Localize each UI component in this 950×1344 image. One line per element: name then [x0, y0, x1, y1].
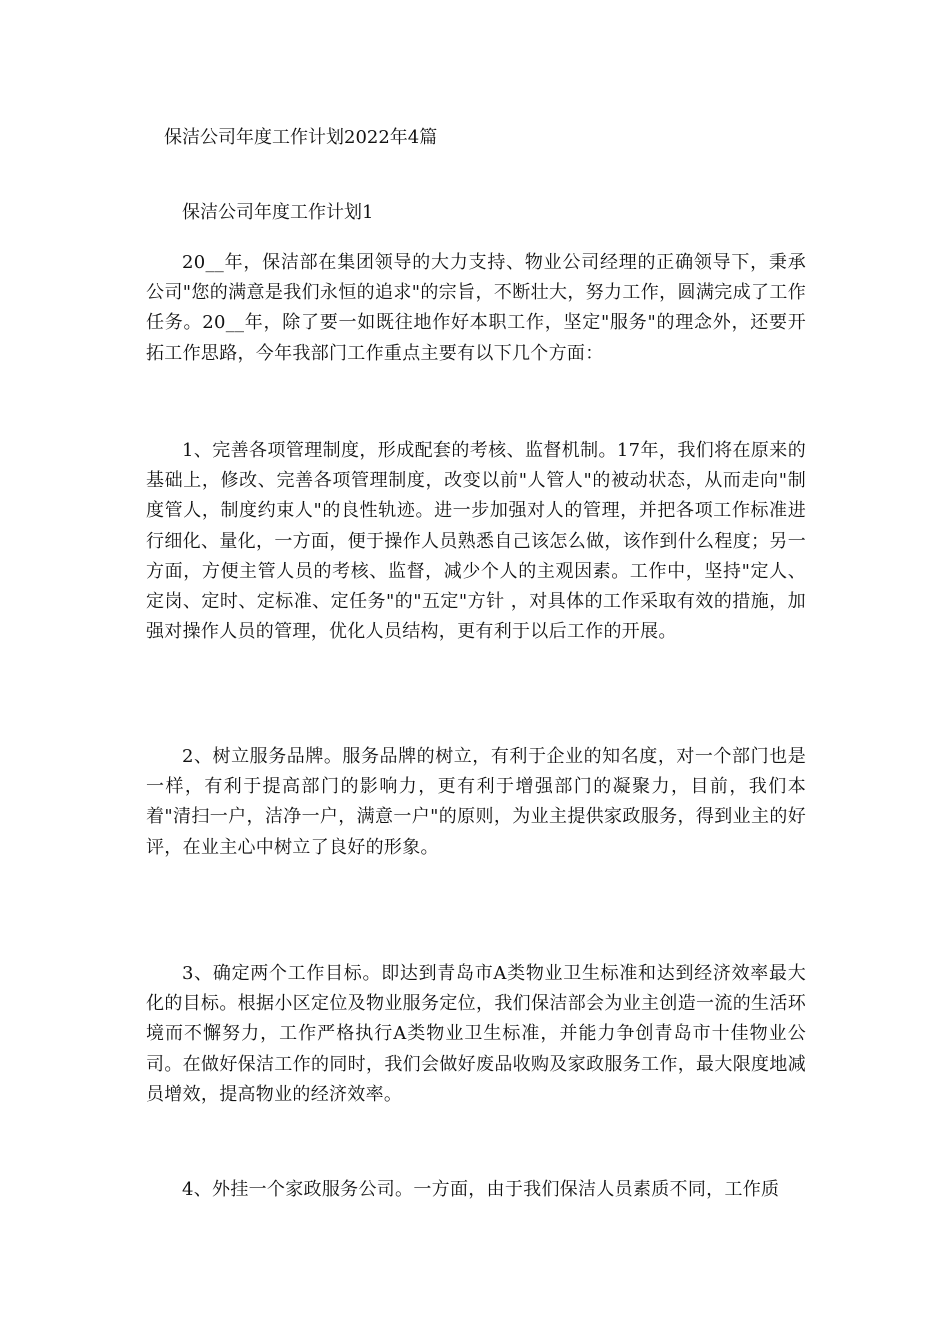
document-title: 保洁公司年度工作计划2022年4篇	[164, 127, 438, 148]
section-heading: 保洁公司年度工作计划1	[182, 202, 374, 223]
paragraph-item-1: 1、完善各项管理制度，形成配套的考核、监督机制。17年，我们将在原来的基础上，修改、完善各项管理制度，改变以前"人管人"的被动状态，从而走向"制度管人，制度约束人"的良性轨迹。进一步加强对人的管理，并把各项工作标准进行细化、量化，一方面，便于操作人员熟悉自己该怎么做，该作到什么程度；另一方面，方便主管人员的考核、监督，减少个人的主观因素。工作中，坚持"定人、定岗、定时、定标准、定任务"的"五定"方针 ，对具体的工作采取有效的措施，加强对操作人员的管理，优化人员结构，更有利于以后工作的开展。	[146, 440, 806, 643]
paragraph-item-2: 2、树立服务品牌。服务品牌的树立，有利于企业的知名度，对一个部门也是一样，有利于提高部门的影响力，更有利于增强部门的凝聚力，目前，我们本着"清扫一户，洁净一户，满意一户"的原则，为业主提供家政服务，得到业主的好评，在业主心中树立了良好的形象。	[146, 746, 806, 858]
paragraph-item-3: 3、确定两个工作目标。即达到青岛市A类物业卫生标准和达到经济效率最大化的目标。根据小区定位及物业服务定位，我们保洁部会为业主创造一流的生活环境而不懈努力，工作严格执行A类物业卫生标准，并能力争创青岛市十佳物业公司。在做好保洁工作的同时，我们会做好废品收购及家政服务工作，最大限度地减员增效，提高物业的经济效率。	[146, 963, 806, 1105]
paragraph-item-4: 4、外挂一个家政服务公司。一方面，由于我们保洁人员素质不同，工作质	[182, 1179, 780, 1200]
paragraph-intro: 20__年，保洁部在集团领导的大力支持、物业公司经理的正确领导下，秉承公司"您的满意是我们永恒的追求"的宗旨，不断壮大，努力工作，圆满完成了工作任务。20__年，除了要一如既往地作好本职工作，坚定"服务"的理念外，还要开拓工作思路，今年我部门工作重点主要有以下几个方面：	[146, 252, 806, 364]
